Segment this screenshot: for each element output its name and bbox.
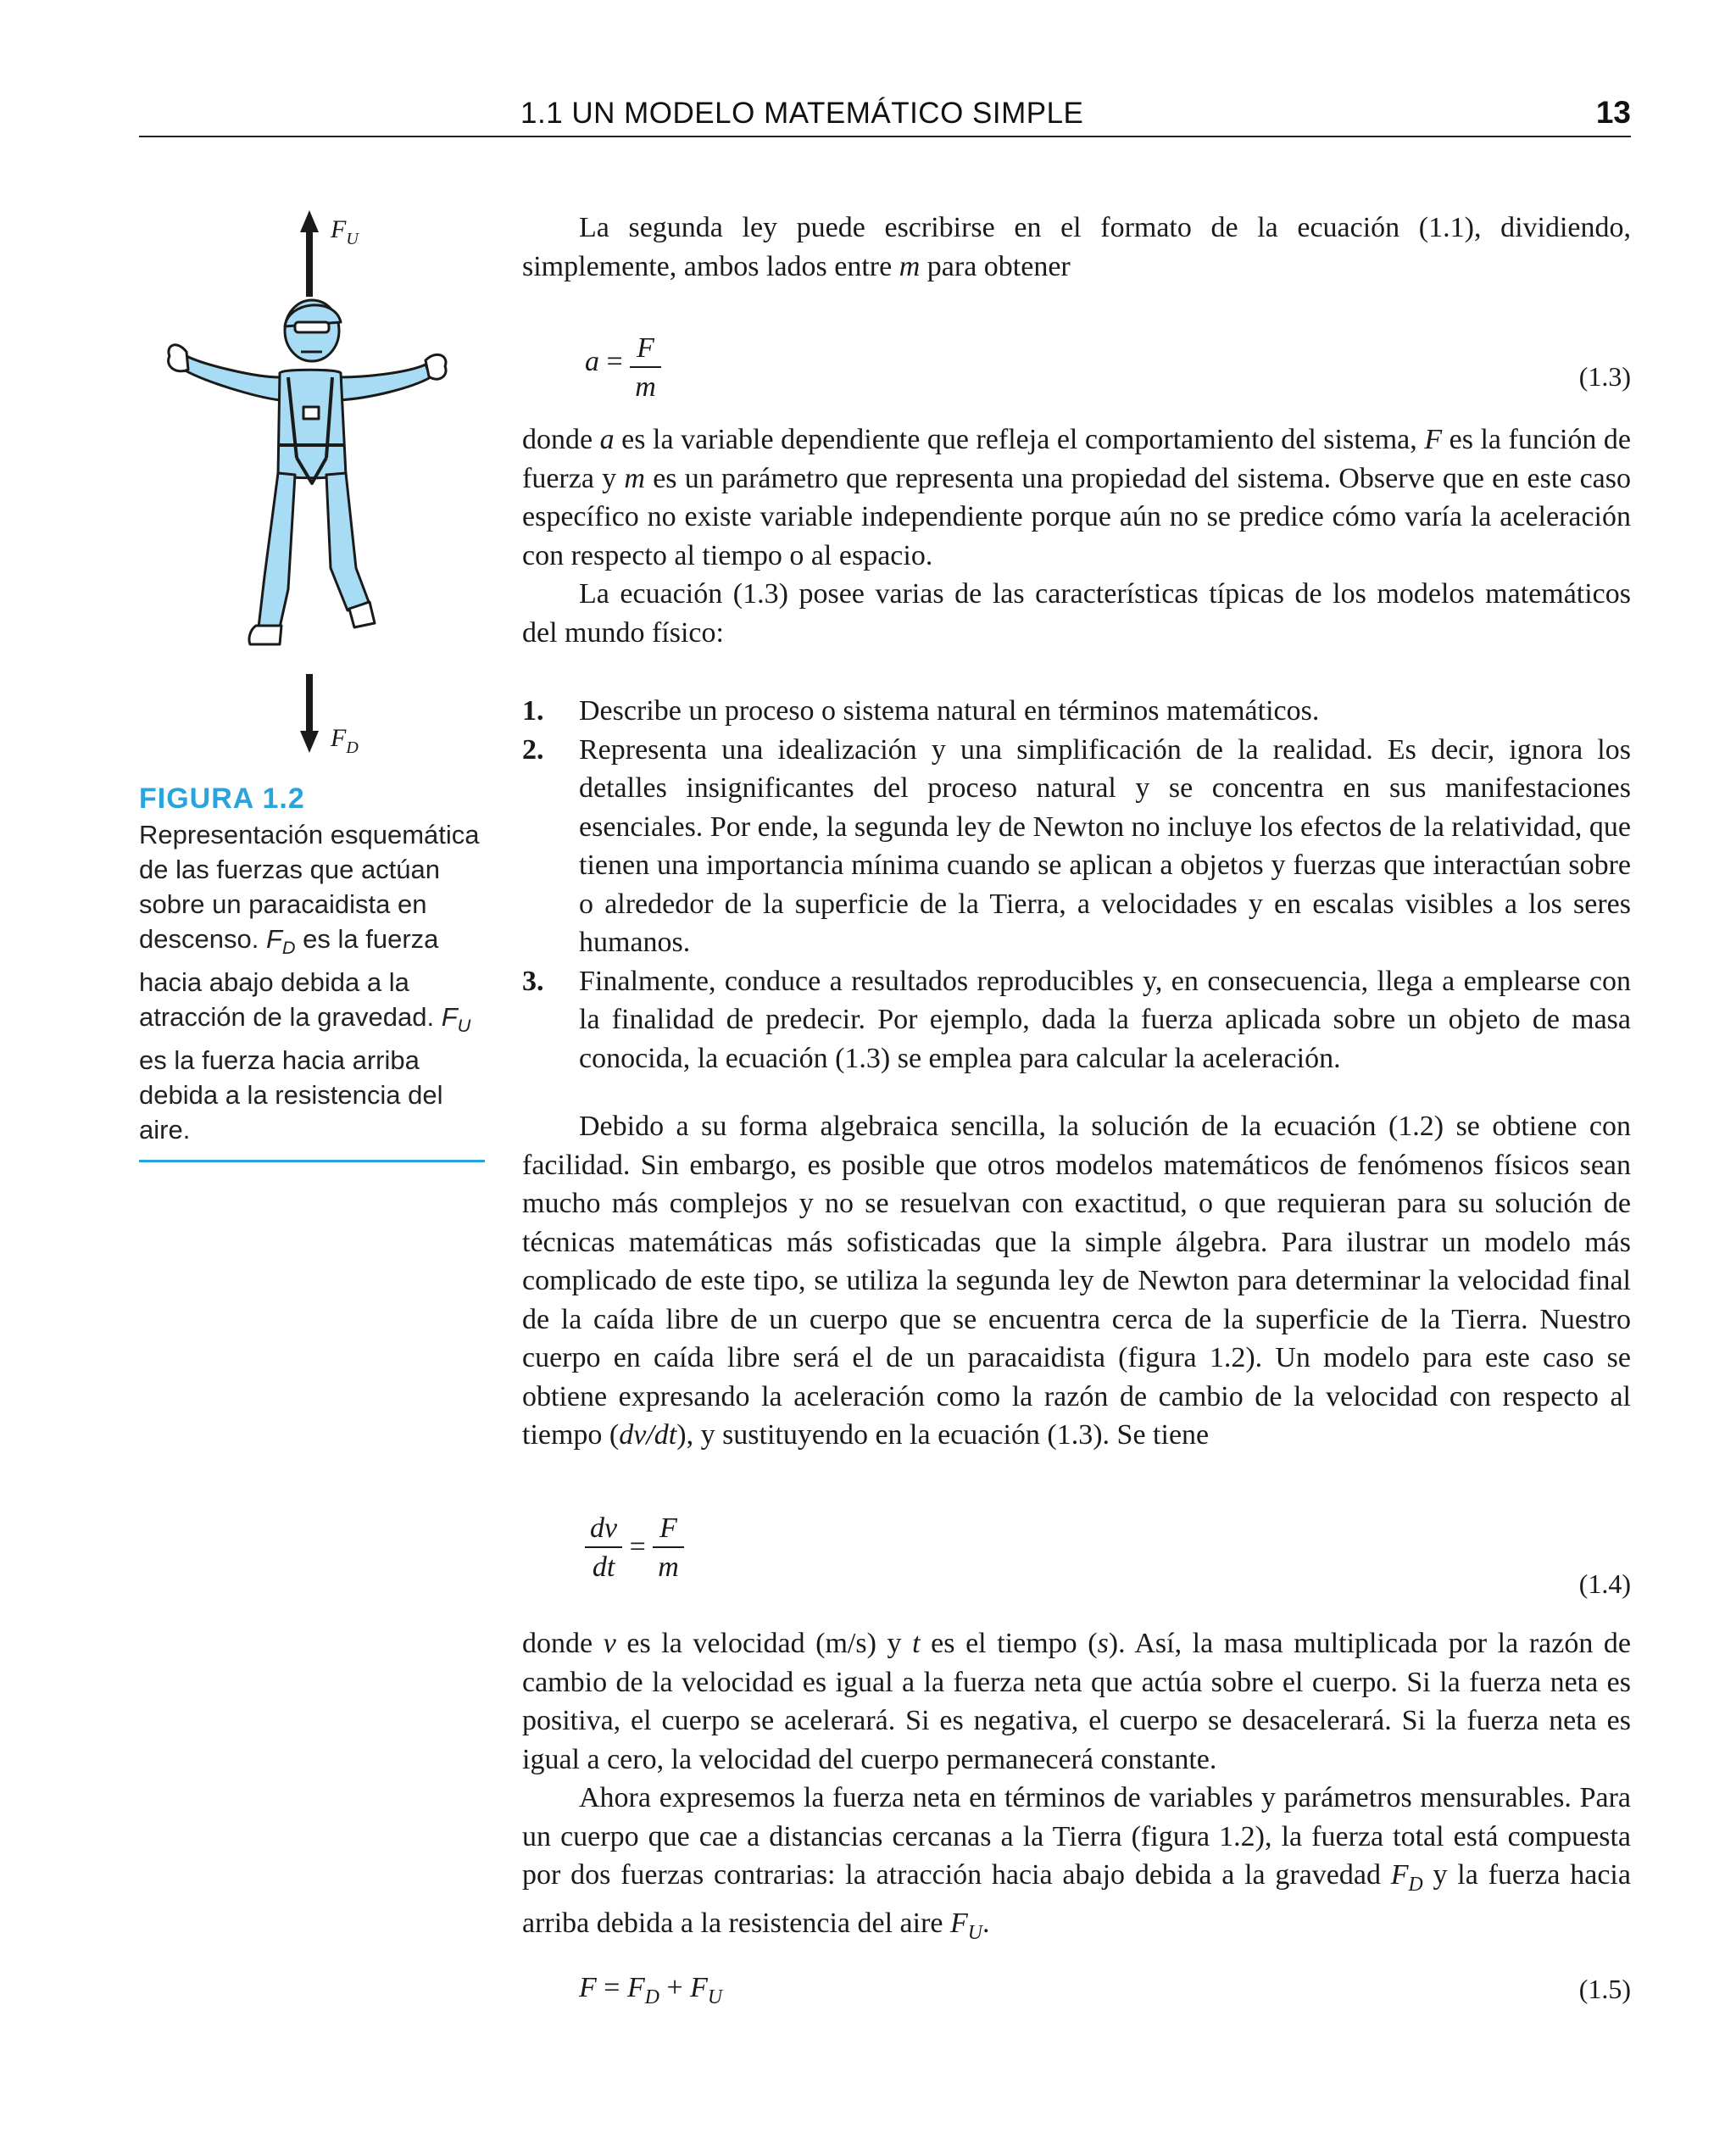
equation-1-4: $\frac{dv}{dt}$ = $\frac{F}{m}$ (1.4) [522,1511,1631,1604]
force-up-arrow [300,210,319,297]
paragraph-6: Ahora expresemos la fuerza neta en términos de variables y parámetros mensurables. Para un cuerpo que cae a distancias cercanas a la Tierra (figura 1.2), la fuerza total está compuesta por dos fuerzas contrarias: la atracción hacia abajo debida a la gravedad $F_D$ y la fuerza hacia arriba debida a la resistencia del aire $F_U$. [522,1782,1631,1945]
caption-rule [139,1160,485,1162]
characteristics-list [522,692,1631,1078]
equation-1-3: a = $\frac{F}{m}$ (1.3) [585,332,1631,403]
caption-title: FIGURA 1.2 [139,783,305,815]
equation-1-5: $F = F_D + F_U$ (1.5) [579,1972,1631,2008]
paragraph-2: donde a es la variable dependiente que refleja el comportamiento del sistema, F es la función de fuerza y m es un parámetro que representa una propiedad del sistema. Observe que en este caso específico no existe variable independiente porque aún no se predice cómo varía la aceleración con respecto al tiempo o al espacio. La ecuación (1.3) posee varias de las características típicas de los modelos matemáticos del mundo físico: [522,421,1631,652]
skydiver-body [169,300,446,644]
force-down-label: $F_D$ [331,724,359,757]
page-number: 13 [1595,95,1631,130]
paragraph-5: donde v es la velocidad (m/s) y t es el tiempo (s). Así, la masa multiplicada por la razón de cambio de la velocidad es igual a la fuerza neta que actúa sobre el cuerpo. Si la fuerza neta es positiva, el cuerpo se acelerará. Si es negativa, el cuerpo se desacelerará. Si la fuerza neta es igual a cero, la velocidad del cuerpo permanecerá constante. Ahora expresemos la fuerza neta en términos de variables y parámetros mensurables. Para un cuerpo que cae a distancias cercanas a la Tierra (figura 1.2), la fuerza total está compuesta por dos fuerzas contrarias: la atracción hacia abajo debida a la gravedad $F_D$ y la fuerza hacia arriba debida a la resistencia del aire $F_U$. [522,1624,1631,1953]
paragraph-4: Debido a su forma algebraica sencilla, la solución de la ecuación (1.2) se obtiene con facilidad. Sin embargo, es posible que otros modelos matemáticos de fenómenos físicos sean mucho más complejos y no se resuelvan con exactitud, o que requieran para su solución de técnicas matemáticas más sofisticadas que la simple álgebra. Para ilustrar un modelo más complicado de este tipo, se utiliza la segunda ley de Newton para determinar la velocidad final de la caída libre de un cuerpo que se encuentra cerca de la superficie de la Tierra. Nuestro cuerpo en caída libre será el de un paracaidista (figura 1.2). Un modelo para este caso se obtiene expresando la aceleración como la razón de cambio de la velocidad con respecto al tiempo (dv/dt), y sustituyendo en la ecuación (1.3). Se tiene [522,1111,1631,1451]
force-down-arrow [300,674,319,753]
force-up-label: $F_U$ [331,215,359,248]
list-item: 2. Representa una idealización y una simplificación de la realidad. Es decir, ignora los detalles insignificantes del proceso natural y se concentra en sus manifestaciones esenciales. Por ende, la segunda ley de Newton no incluye los efectos de la relatividad, que tienen una importancia mínima cuando se aplican a objetos y fuerzas que interactúan sobre o alrededor de la superficie de la Tierra, a velocidades y en escalas visibles a los seres humanos. [522,733,1631,958]
equation-number: (1.5) [1578,1974,1631,2004]
figure-caption [139,782,485,1147]
paragraph-3: La ecuación (1.3) posee varias de las características típicas de los modelos matemáticos del mundo físico: [522,578,1631,649]
paragraph-1: La segunda ley puede escribirse en el formato de la ecuación (1.1), dividiendo, simplemente, ambos lados entre m para obtener [522,212,1631,282]
header-rule [139,136,1631,137]
list-item: 1. Describe un proceso o sistema natural en términos matemáticos. [522,695,1320,727]
equation-number: (1.4) [1578,1568,1631,1599]
skydiver-figure [153,203,475,780]
caption-text: Representación esquemática de las fuerzas que actúan sobre un paracaidista en descenso. $F_D$ es la fuerza hacia abajo debida a la atracción de la gravedad. $F_U$ es la fuerza hacia arriba debida a la resistencia del aire. [139,820,480,1145]
running-header-section: 1.1 UN MODELO MATEMÁTICO SIMPLE [520,97,1084,130]
list-item: 3. Finalmente, conduce a resultados reproducibles y, en consecuencia, llega a emplearse con la finalidad de predecir. Por ejemplo, dada la fuerza aplicada sobre un objeto de masa conocida, la ecuación (1.3) se emplea para calcular la aceleración. [522,965,1631,1074]
equation-number: (1.3) [1578,361,1631,392]
